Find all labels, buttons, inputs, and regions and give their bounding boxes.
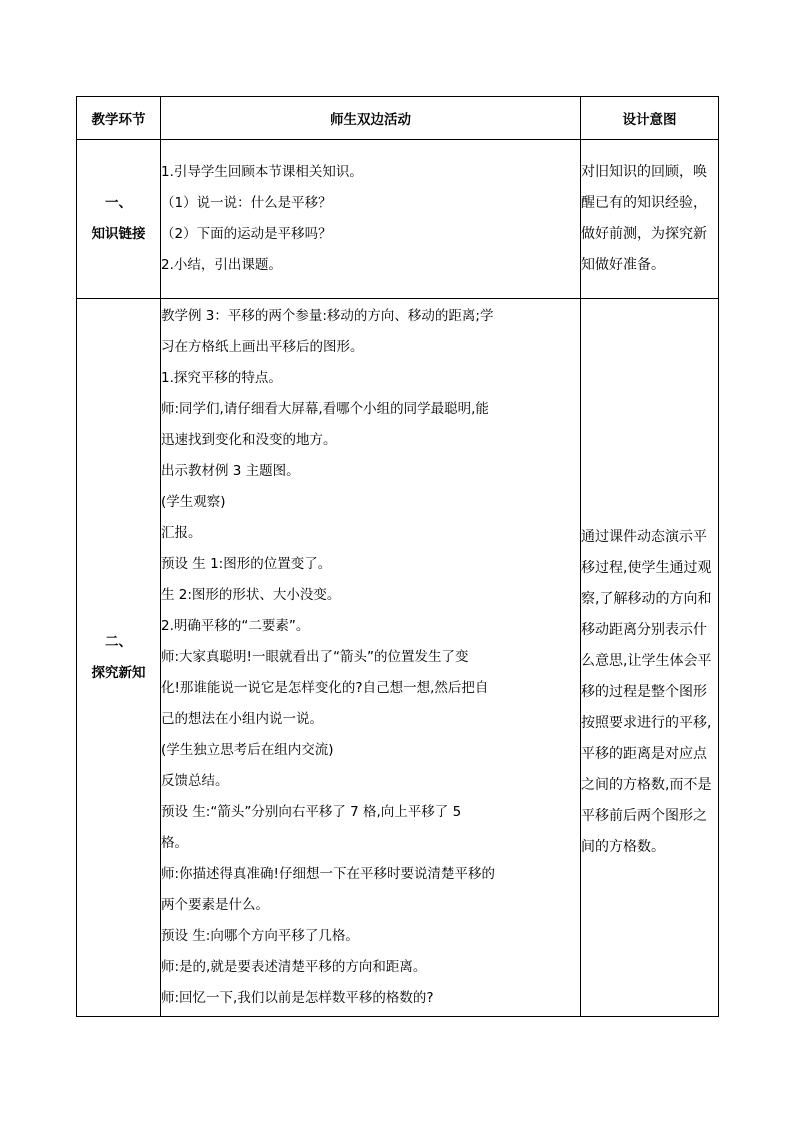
activity-line: 预设 生:向哪个方向平移了几格。 <box>161 928 359 944</box>
activity-line: 1.引导学生回顾本节课相关知识。 <box>161 164 363 180</box>
activity-line: 格。 <box>161 835 188 851</box>
activity-line: 2.小结，引出课题。 <box>161 257 282 273</box>
intent-text: 对旧知识的回顾，唤醒已有的知识经验，做好前测，为探究新知做好准备。 <box>581 164 707 273</box>
intent-cell <box>581 299 719 1017</box>
header-activity: 师生双边活动 <box>161 97 581 140</box>
activity-line: 出示教材例 3 主题图。 <box>161 463 300 479</box>
activity-line: 师:你描述得真准确!仔细想一下在平移时要说清楚平移的 <box>161 866 495 882</box>
activity-line: 己的想法在小组内说一说。 <box>161 711 323 727</box>
header-stage: 教学环节 <box>77 97 161 140</box>
activity-line: 生 2:图形的形状、大小没变。 <box>161 587 341 603</box>
activity-line: 教学例 3：平移的两个参量:移动的方向、移动的距离;学 <box>161 308 494 324</box>
activity-line: (学生观察) <box>161 494 226 510</box>
table-row <box>77 299 719 1017</box>
activity-line: 师:是的,就是要表述清楚平移的方向和距离。 <box>161 959 427 975</box>
activity-line: （2）下面的运动是平移吗？ <box>161 226 332 242</box>
activity-line: 1.探究平移的特点。 <box>161 370 282 386</box>
stage-number: 一、 <box>105 195 132 211</box>
activity-line: 迅速找到变化和没变的地方。 <box>161 432 337 448</box>
table-header-row <box>77 97 719 140</box>
stage-title: 探究新知 <box>91 664 146 681</box>
intent-cell <box>581 140 719 299</box>
activity-line: 预设 生:“箭头”分别向右平移了 7 格,向上平移了 5 <box>161 804 462 820</box>
activity-line: 2.明确平移的“二要素”。 <box>161 618 310 634</box>
intent-text: 通过课件动态演示平移过程,使学生通过观察,了解移动的方向和移动距离分别表示什么意思,让学生体会平移的过程是整个图形按照要求进行的平移,平移的距离是对应点之间的方格数,而不是平移前后两个图形之间的方格数。 <box>581 529 712 855</box>
activity-line: 两个要素是什么。 <box>161 897 269 913</box>
activity-cell <box>161 140 581 299</box>
activity-line: 反馈总结。 <box>161 773 229 789</box>
activity-line: (学生独立思考后在组内交流) <box>161 742 334 758</box>
header-intent: 设计意图 <box>581 97 719 140</box>
activity-line: 化!那谁能说一说它是怎样变化的?自己想一想,然后把自 <box>161 680 489 696</box>
stage-cell <box>77 140 161 299</box>
table-row <box>77 140 719 299</box>
activity-line: 师:同学们,请仔细看大屏幕,看哪个小组的同学最聪明,能 <box>161 401 489 417</box>
lesson-plan-table <box>76 96 719 1017</box>
stage-number: 二、 <box>105 633 132 650</box>
activity-line: （1）说一说：什么是平移？ <box>161 195 332 211</box>
activity-line: 师:大家真聪明!一眼就看出了“箭头”的位置发生了变 <box>161 649 469 665</box>
activity-line: 师:回忆一下,我们以前是怎样数平移的格数的? <box>161 990 434 1006</box>
activity-line: 预设 生 1:图形的位置变了。 <box>161 556 332 572</box>
activity-cell <box>161 299 581 1017</box>
activity-line: 汇报。 <box>161 525 202 541</box>
activity-line: 习在方格纸上画出平移后的图形。 <box>161 339 364 355</box>
stage-title: 知识链接 <box>91 226 146 242</box>
stage-cell <box>77 299 161 1017</box>
